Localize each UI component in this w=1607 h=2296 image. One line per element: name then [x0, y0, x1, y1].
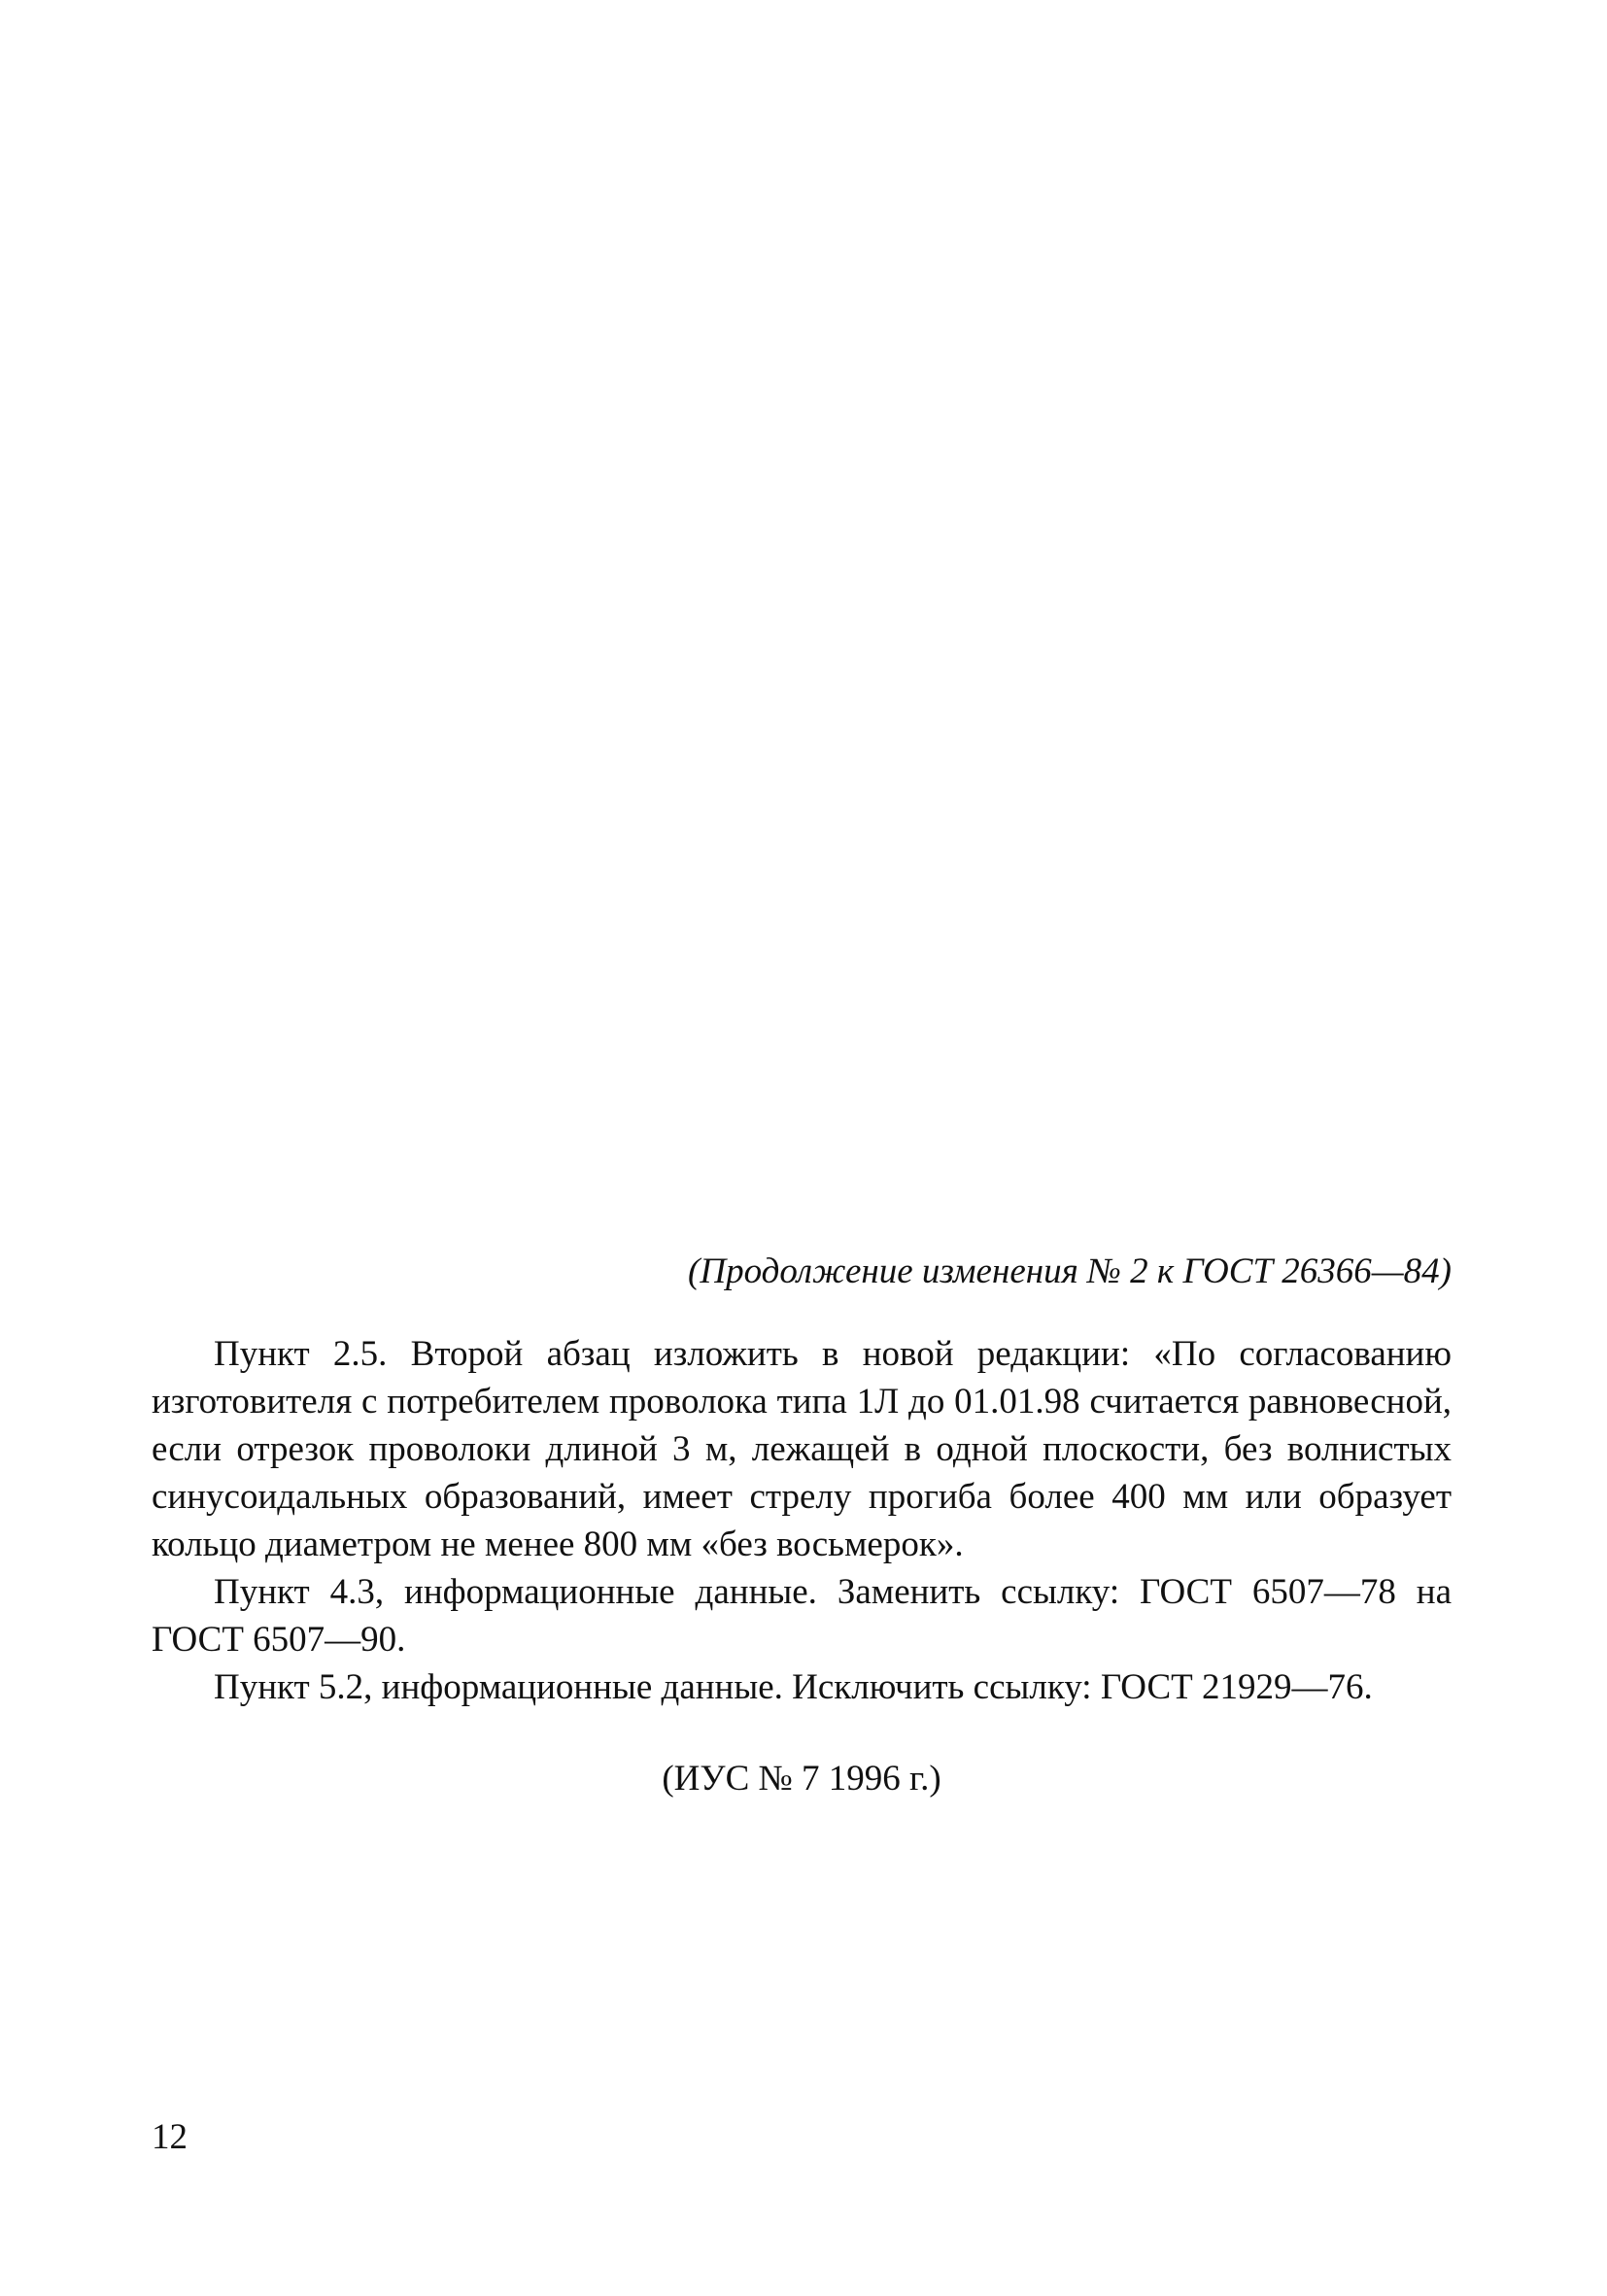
- document-body: [152, 1249, 1452, 1802]
- paragraph-item-5-2: Пункт 5.2, информационные данные. Исключить ссылку: ГОСТ 21929—76.: [214, 1667, 1373, 1707]
- continuation-title: (Продолжение изменения № 2 к ГОСТ 26366—84): [688, 1251, 1452, 1291]
- paragraph-item-2-5: Пункт 2.5. Второй абзац изложить в новой редакции: «По согласованию изготовителя с потребителем проволока типа 1Л до 01.01.98 считается равновесной, если отрезок проволоки длиной 3 м, лежащей в одной плоскости, без волнистых синусоидальных образований, имеет стрелу прогиба более 400 мм или образует кольцо диаметром не менее 800 мм «без восьмерок».: [152, 1334, 1452, 1564]
- page-number: 12: [152, 2117, 188, 2157]
- paragraph-item-4-3: Пункт 4.3, информационные данные. Заменить ссылку: ГОСТ 6507—78 на ГОСТ 6507—90.: [152, 1572, 1452, 1660]
- source-note: (ИУС № 7 1996 г.): [662, 1759, 941, 1799]
